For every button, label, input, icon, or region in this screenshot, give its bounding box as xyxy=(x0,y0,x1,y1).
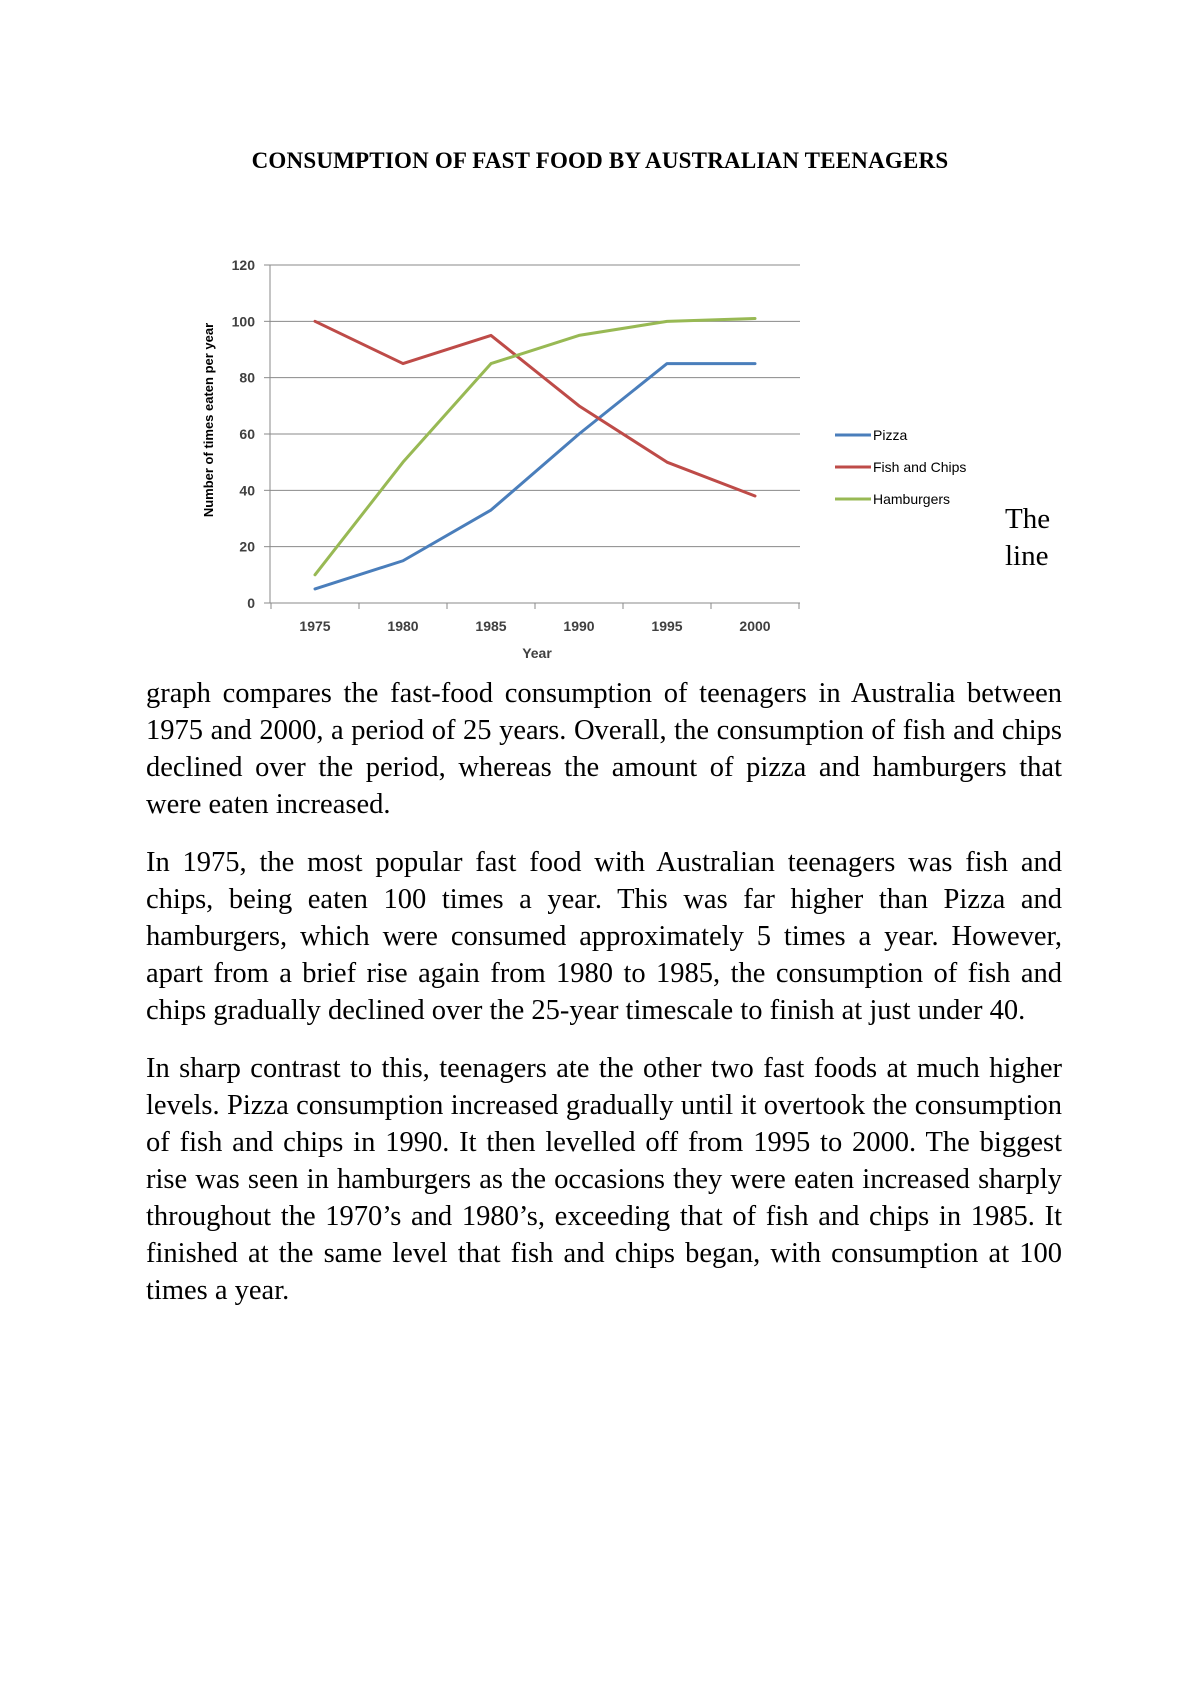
paragraph: In sharp contrast to this, teenagers ate the other two fast foods at much higher levels. Pizza consumption increased gradually until it overtook the consumption of fish and chips in 1990. It then levelled off from 1995 to 2000. The biggest rise was seen in hamburgers as the occasions they were eaten increased sharply throughout the 1970’s and 1980’s, exceeding that of fish and chips in 1985. It finished at the same level that fish and chips began, with consumption at 100 times a year. xyxy=(146,1053,1062,1306)
grid-lines xyxy=(270,265,800,547)
x-tick-label: 1985 xyxy=(475,618,507,634)
x-tick-label: 1990 xyxy=(563,618,595,634)
x-tick-labels xyxy=(299,618,770,634)
page-title: CONSUMPTION OF FAST FOOD BY AUSTRALIAN TEENAGERS xyxy=(251,148,949,173)
x-tick-label: 2000 xyxy=(739,618,771,634)
y-tick-label: 0 xyxy=(247,595,255,611)
side-word-line: line xyxy=(1005,540,1049,572)
x-axis-label: Year xyxy=(522,645,552,661)
chart-series xyxy=(315,319,755,589)
legend-label: Fish and Chips xyxy=(873,459,967,475)
legend-label: Hamburgers xyxy=(873,491,951,507)
chart-legend xyxy=(835,427,966,507)
y-tick-label: 100 xyxy=(231,313,255,330)
x-tick-label: 1980 xyxy=(387,618,419,634)
y-tick-labels xyxy=(232,257,256,611)
series-line-fish-and-chips xyxy=(315,321,755,496)
y-tick-label: 80 xyxy=(239,369,255,386)
body-text xyxy=(146,675,1062,1330)
y-tick-label: 120 xyxy=(231,257,255,273)
y-axis-label: Number of times eaten per year xyxy=(201,322,216,518)
legend-label: Pizza xyxy=(873,427,908,443)
line-chart xyxy=(0,0,1200,700)
y-tick-label: 60 xyxy=(239,426,255,442)
paragraph: In 1975, the most popular fast food with Australian teenagers was fish and chips, being eaten 100 times a year. This was far higher than Pizza and hamburgers, which were consumed approximately 5 times a year. However, apart from a brief rise again from 1980 to 1985, the consumption of fish and chips gradually declined over the 25-year timescale to finish at just under 40. xyxy=(146,847,1062,1026)
y-tick-label: 40 xyxy=(239,482,255,499)
chart-axes xyxy=(264,265,800,609)
y-tick-label: 20 xyxy=(239,538,255,555)
series-line-hamburgers xyxy=(315,319,755,575)
paragraph: graph compares the fast-food consumption of teenagers in Australia between 1975 and 2000, a period of 25 years. Overall, the consumption of fish and chips declined over the period, whereas the amount of pizza and hamburgers that were eaten increased. xyxy=(146,678,1062,820)
side-word-the: The xyxy=(1005,503,1051,535)
x-tick-label: 1995 xyxy=(651,618,683,634)
series-line-pizza xyxy=(315,364,755,589)
x-tick-label: 1975 xyxy=(299,618,331,634)
